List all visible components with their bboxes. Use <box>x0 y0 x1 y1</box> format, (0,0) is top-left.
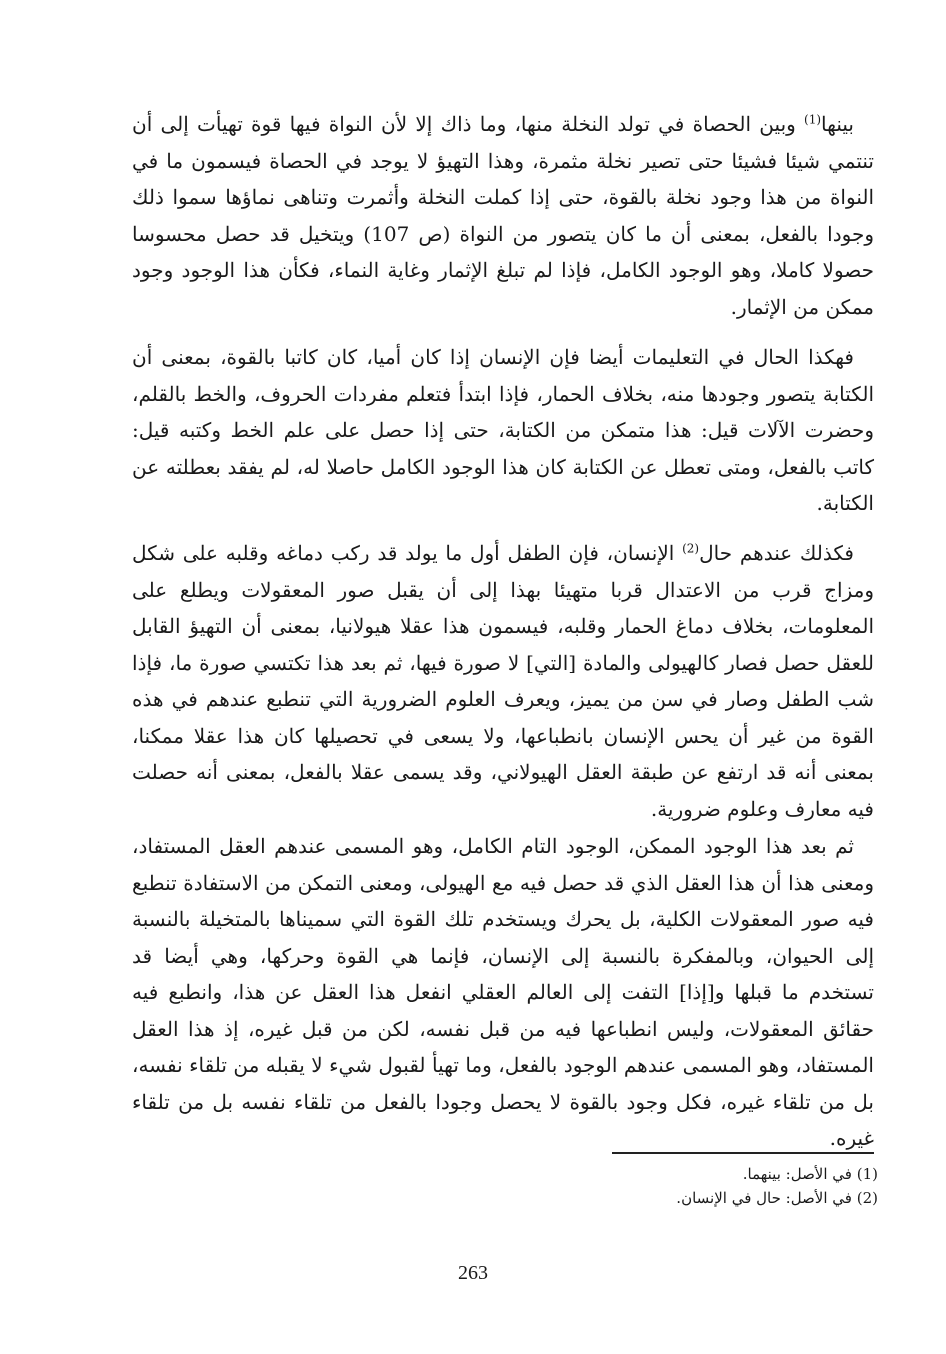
footnote-divider <box>612 1152 874 1154</box>
paragraph-3-rest: الإنسان، فإن الطفل أول ما يولد قد ركب دماغه وقلبه على شكل ومزاج قرب من الاعتدال قربا متهيئا بهذا إلى أن يقبل صور المعقولات ويطلع على المعلومات، بخلاف دماغ الحمار وقلبه، فيسمون هذا عقلا هيولانيا، بمعنى أن التهيؤ القابل للعقل حصل فصار كالهيولى والمادة [التي] لا صورة فيها، ثم بعد هذا تكتسي صورة ما، فإذا شب الطفل وصار في سن من يميز، ويعرف العلوم الضرورية التي تنطبع عندهم في هذه القوة من غير أن يحس الإنسان بانطباعها، ولا يسعى في تحصيلها كان هذا عقلا ممكنا، بمعنى أنه قد ارتفع عن طبقة العقل الهيولاني، وقد يسمى عقلا بالفعل، بمعنى أنه حصلت فيه معارف وعلوم ضرورية. <box>132 541 874 821</box>
footnote-ref-1: (1) <box>804 112 822 127</box>
paragraph-4 <box>132 828 874 1157</box>
paragraph-1-start: بينها <box>821 112 854 136</box>
paragraph-1 <box>132 106 874 325</box>
footnote-1: (1) في الأصل: بينهما. <box>742 1165 878 1183</box>
paragraph-2 <box>132 339 874 522</box>
paragraph-3-text <box>132 535 874 827</box>
page-number: 263 <box>458 1262 488 1284</box>
paragraph-3 <box>132 535 874 827</box>
paragraph-1-rest: وبين الحصاة في تولد النخلة منها، وما ذاك إلا لأن النواة فيها قوة تهيأت إلى أن تنتمي شيئا فشيئا حتى تصير نخلة مثمرة، وهذا التهيؤ لا يوجد في الحصاة فيسمون ما في النواة من هذا وجود نخلة بالقوة، حتى إذا كملت النخلة وأثمرت وتناهى نماؤها سموا ذلك وجودا بالفعل، بمعنى أن ما كان يتصور من النواة (ص 107) ويتخيل قد حصل محسوسا حصولا كاملا، وهو الوجود الكامل، فإذا لم تبلغ الإثمار وغاية النماء، فكأن هذا الوجود وجود ممكن من الإثمار. <box>132 112 875 319</box>
paragraph-1-text <box>132 106 874 325</box>
paragraph-4-text: ثم بعد هذا الوجود الممكن، الوجود التام الكامل، وهو المسمى عندهم العقل المستفاد، ومعنى هذا أن هذا العقل الذي قد حصل فيه مع الهيولى، ومعنى التمكن من الاستفادة تنطبع فيه صور المعقولات الكلية، بل يحرك ويستخدم تلك القوة التي سميناها بالمتخيلة بالنسبة إلى الحيوان، وبالمفكرة بالنسبة إلى الإنسان، فإنما هي القوة وحركها، وهي أيضا قد تستخدم ما قبلها و[إذا] التفت إلى العالم العقلي انفعل هذا العقل عن هذا، وانطبع فيه حقائق المعقولات، وليس انطباعها فيه من قبل نفسه، لكن من قبل غيره، إذ هذا العقل المستفاد، وهو المسمى عندهم الوجود بالفعل، وما تهيأ لقبول شيء لا يقبله من تلقاء نفسه، بل من تلقاء غيره، فكل وجود بالقوة لا يحصل وجودا بالفعل من تلقاء نفسه بل من تلقاء غيره. <box>132 834 874 1150</box>
footnote-2: (2) في الأصل: حال في الإنسان. <box>676 1189 878 1207</box>
paragraph-2-text: فهكذا الحال في التعليمات أيضا فإن الإنسان إذا كان أميا، كان كاتبا بالقوة، بمعنى أن الكتابة يتصور وجودها منه، بخلاف الحمار، فإذا ابتدأ فتعلم مفردات الحروف، والخط بالقلم، وحضرت الآلات قيل: هذا متمكن من الكتابة، حتى إذا حصل على علم الخط وكتبه قيل: كاتب بالفعل، ومتى تعطل عن الكتابة كان هذا الوجود الكامل حاصلا له، لم يفقد بعطلته عن الكتابة. <box>132 345 874 515</box>
paragraph-3-start: فكذلك عندهم حال <box>699 541 854 565</box>
footnotes <box>560 1162 878 1210</box>
footnote-ref-2: (2) <box>682 541 700 556</box>
